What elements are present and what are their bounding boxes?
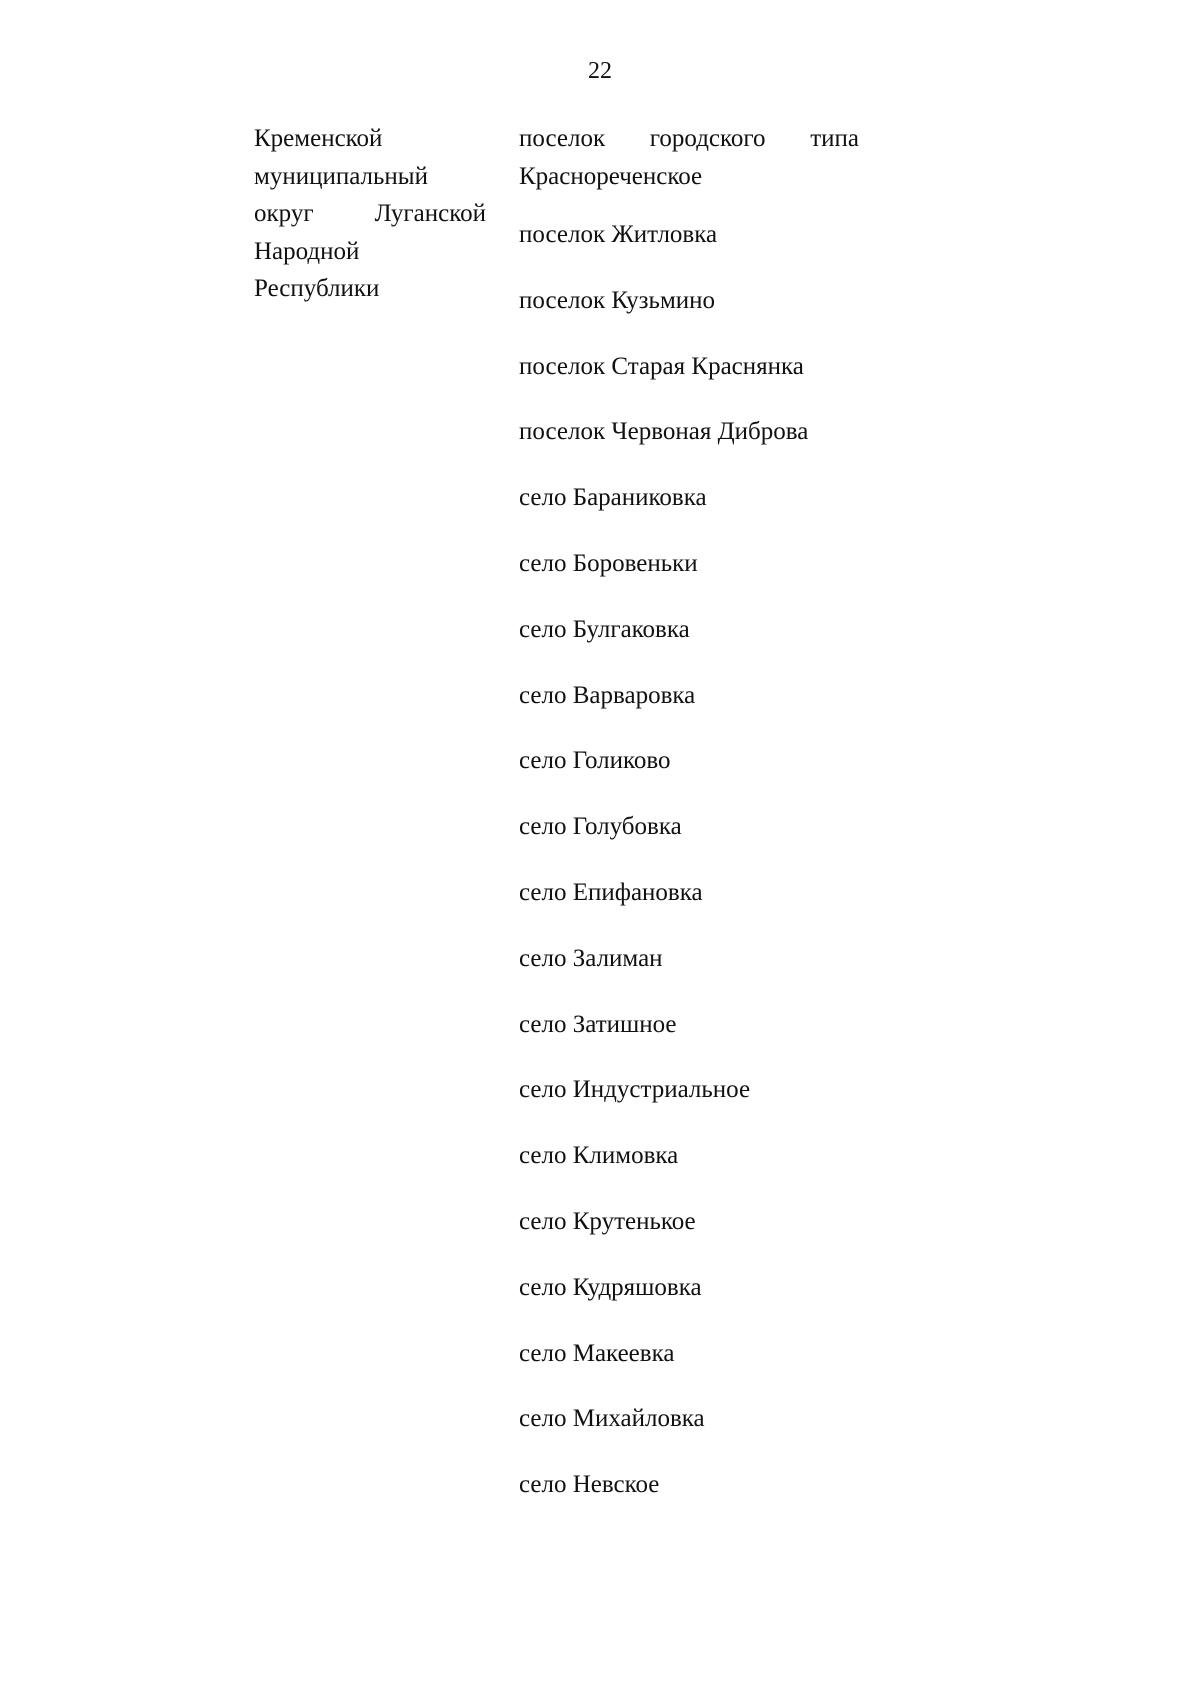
district-name [254, 120, 486, 308]
settlement-item: поселок Червоная Диброва [519, 418, 809, 446]
settlement-item: село Михайловка [519, 1405, 705, 1433]
settlement-item: село Голубовка [519, 813, 682, 841]
settlement-item: село Залиман [519, 944, 663, 972]
settlement-item: поселок Старая Краснянка [519, 352, 804, 380]
settlement-item-line: поселок городского типа [519, 125, 859, 152]
settlement-item: поселок Житловка [519, 221, 718, 248]
settlement-item: село Невское [519, 1471, 660, 1499]
settlement-item: село Бараниковка [519, 484, 707, 512]
settlement-item: село Макеевка [519, 1339, 675, 1367]
page-number: 22 [588, 58, 612, 84]
settlement-item: село Крутенькое [519, 1207, 696, 1235]
district-line: Кременской [254, 125, 383, 152]
settlement-item [519, 120, 859, 195]
settlement-item: село Епифановка [519, 878, 703, 906]
settlement-item: село Булгаковка [519, 615, 690, 643]
settlement-item: село Затишное [519, 1010, 677, 1038]
settlement-item-line: Краснореченское [519, 162, 703, 190]
settlement-item: село Варваровка [519, 681, 696, 709]
settlement-item: село Боровеньки [519, 549, 698, 577]
district-line: Народной [254, 237, 360, 265]
settlement-item: поселок Кузьмино [519, 286, 716, 314]
district-line: муниципальный [254, 162, 428, 190]
settlement-item: село Голиково [519, 747, 671, 775]
district-line: Республики [254, 275, 380, 302]
settlement-item: село Индустриальное [519, 1076, 751, 1104]
district-line: округ Луганской [254, 200, 486, 227]
settlement-list [519, 120, 859, 1532]
settlement-item: село Климовка [519, 1142, 679, 1170]
settlement-item: село Кудряшовка [519, 1273, 702, 1301]
